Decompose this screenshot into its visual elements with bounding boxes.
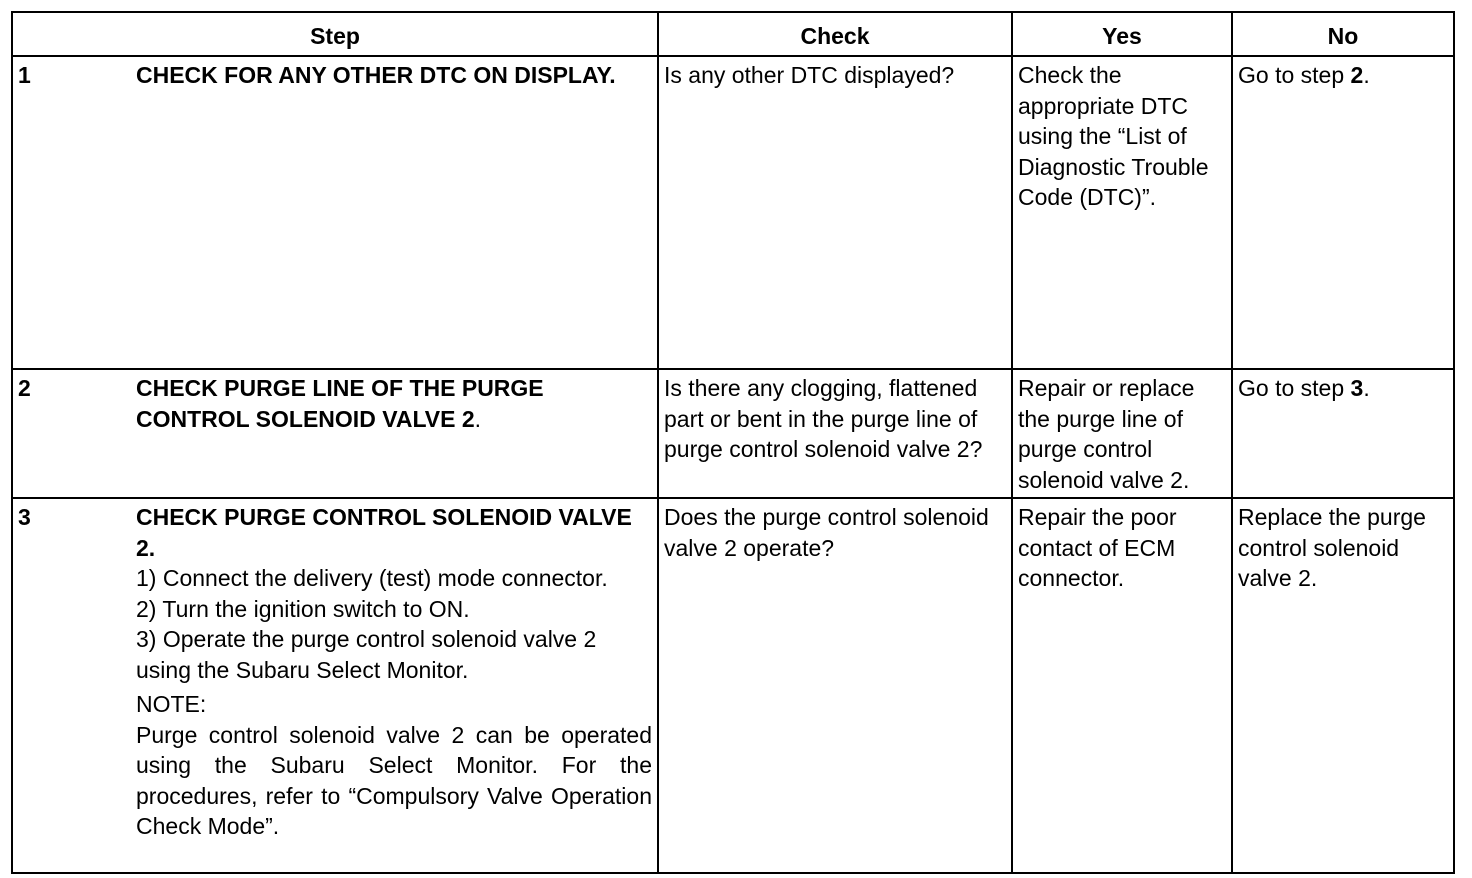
substep-1: 1) Connect the delivery (test) mode connector. — [136, 565, 608, 591]
yes-cell: Repair or replace the purge line of purge control solenoid valve 2. — [1012, 369, 1232, 498]
no-suffix: . — [1363, 375, 1370, 401]
step-title: CHECK FOR ANY OTHER DTC ON DISPLAY. — [136, 62, 616, 88]
substep-2: 2) Turn the ignition switch to ON. — [136, 595, 470, 622]
no-cell — [1232, 369, 1454, 498]
header-step: Step — [12, 12, 658, 56]
step-cell — [12, 56, 658, 369]
step-number: 1 — [18, 62, 31, 88]
check-cell: Does the purge control solenoid valve 2 operate? — [658, 498, 1012, 873]
check-cell: Is there any clogging, flattened part or bent in the purge line of purge control solenoid valve 2? — [658, 369, 1012, 498]
yes-cell: Check the appropriate DTC using the “List of Diagnostic Trouble Code (DTC)”. — [1012, 56, 1232, 369]
header-check: Check — [658, 12, 1012, 56]
no-step-link: 2 — [1350, 62, 1364, 88]
check-cell: Is any other DTC displayed? — [658, 56, 1012, 369]
step-number: 3 — [18, 504, 31, 530]
no-prefix: Go to step — [1238, 375, 1351, 401]
no-cell: Replace the purge control solenoid valve 2. — [1232, 498, 1454, 873]
no-prefix: Go to step — [1238, 62, 1351, 88]
substep-3: 3) Operate the purge control solenoid valve 2 using the Subaru Select Monitor. — [136, 626, 597, 683]
yes-cell: Repair the poor contact of ECM connector. — [1012, 498, 1232, 873]
header-no: No — [1232, 12, 1454, 56]
step-title: CHECK PURGE LINE OF THE PURGE CONTROL SOLENOID VALVE 2 — [136, 375, 544, 432]
step-cell — [12, 369, 658, 498]
table-row — [12, 498, 1454, 873]
step-title: CHECK PURGE CONTROL SOLENOID VALVE 2. — [136, 504, 632, 561]
step-cell — [12, 498, 658, 873]
no-cell — [1232, 56, 1454, 369]
note-label: NOTE: — [136, 691, 207, 717]
table-row — [12, 369, 1454, 498]
step-number: 2 — [18, 375, 31, 401]
header-yes: Yes — [1012, 12, 1232, 56]
diagnostic-table — [11, 11, 1455, 874]
no-suffix: . — [1363, 62, 1370, 88]
no-step-link: 3 — [1350, 375, 1364, 401]
step-title-suffix: . — [474, 405, 482, 432]
note-text: Purge control solenoid valve 2 can be operated using the Subaru Select Monitor. For the procedures, refer to “Compulsory Valve Operation Check Mode”. — [136, 721, 652, 839]
table-row — [12, 56, 1454, 369]
header-row — [12, 12, 1454, 56]
